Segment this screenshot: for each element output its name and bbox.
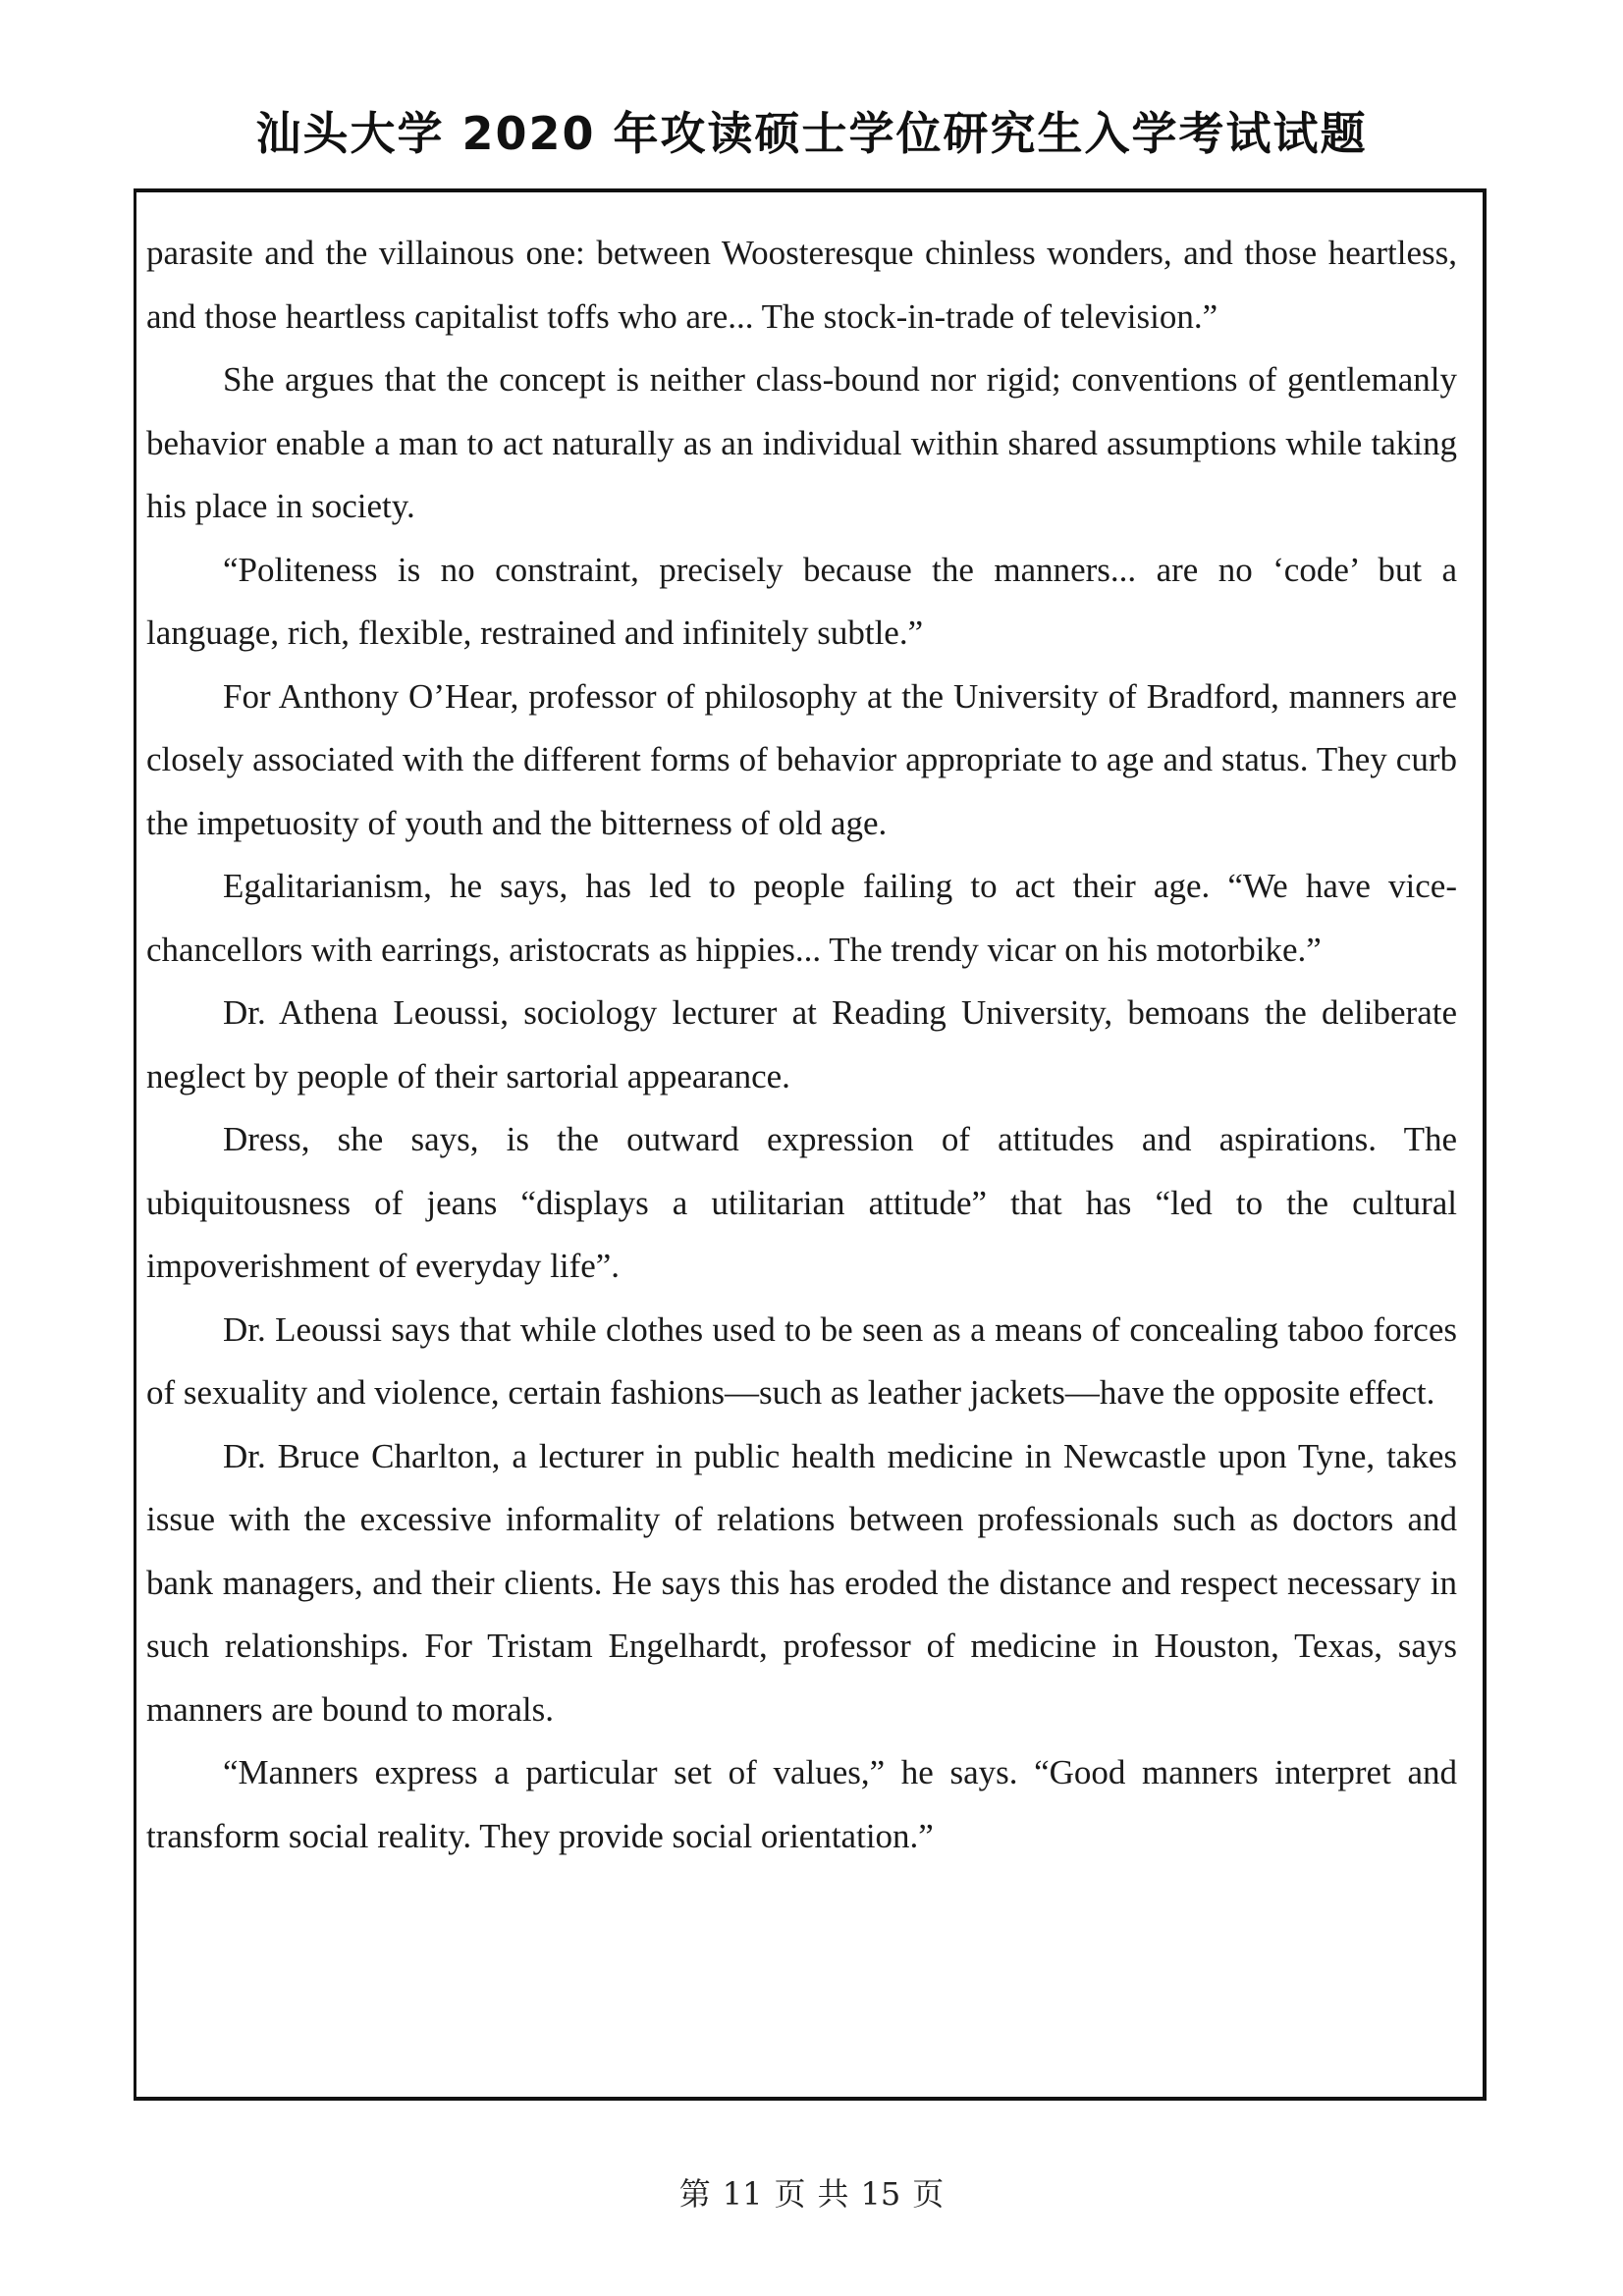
paragraph-7: Dress, she says, is the outward expression of attitudes and aspirations. The ubiquitousness of jeans “displays a utilitarian attitude” that has “led to the cultural impoverishment of everyday life”. <box>146 1120 1457 1285</box>
paragraph-9: Dr. Bruce Charlton, a lecturer in public health medicine in Newcastle upon Tyne, takes issue with the excessive informality of relations between professionals such as doctors and bank managers, and their clients. He says this has eroded the distance and respect necessary in such relationships. For Tristam Engelhardt, professor of medicine in Houston, Texas, says manners are bound to morals. <box>146 1436 1457 1729</box>
paragraph-1: parasite and the villainous one: between Woosteresque chinless wonders, and those heartless, and those heartless capitalist toffs who are... The stock-in-trade of television.” <box>146 234 1457 336</box>
paragraph-8: Dr. Leoussi says that while clothes used to be seen as a means of concealing taboo forces of sexuality and violence, certain fashions—such as leather jackets—have the opposite effect. <box>146 1309 1457 1412</box>
paragraph-5: Egalitarianism, he says, has led to people failing to act their age. “We have vice-chancellors with earrings, aristocrats as hippies... The trendy vicar on his motorbike.” <box>146 867 1457 969</box>
footer-page-word: 页 <box>774 2175 806 2213</box>
paragraph-6: Dr. Athena Leoussi, sociology lecturer at Reading University, bemoans the deliberate neglect by people of their sartorial appearance. <box>146 993 1457 1095</box>
footer-total-pages: 15 <box>860 2175 901 2213</box>
paragraph-2: She argues that the concept is neither class-bound nor rigid; conventions of gentlemanly behavior enable a man to act naturally as an individual within shared assumptions while taking his place in society. <box>146 360 1457 525</box>
paragraph-10: “Manners express a particular set of values,” he says. “Good manners interpret and transform social reality. They provide social orientation.” <box>146 1753 1457 1855</box>
page-number-footer <box>0 2169 1623 2215</box>
exam-question-box <box>134 188 1487 2101</box>
paragraph-4: For Anthony O’Hear, professor of philosophy at the University of Bradford, manners are closely associated with the different forms of behavior appropriate to age and status. They curb the impetuosity of youth and the bitterness of old age. <box>146 676 1457 842</box>
footer-total-word: 共 <box>817 2175 849 2213</box>
paragraph-3: “Politeness is no constraint, precisely because the manners... are no ‘code’ but a language, rich, flexible, restrained and infinitely subtle.” <box>146 550 1457 652</box>
page-title: 汕头大学 2020 年攻读硕士学位研究生入学考试试题 <box>255 107 1368 160</box>
footer-suffix: 页 <box>912 2175 945 2213</box>
footer-current-page: 11 <box>722 2175 763 2213</box>
footer-prefix: 第 <box>678 2175 711 2213</box>
